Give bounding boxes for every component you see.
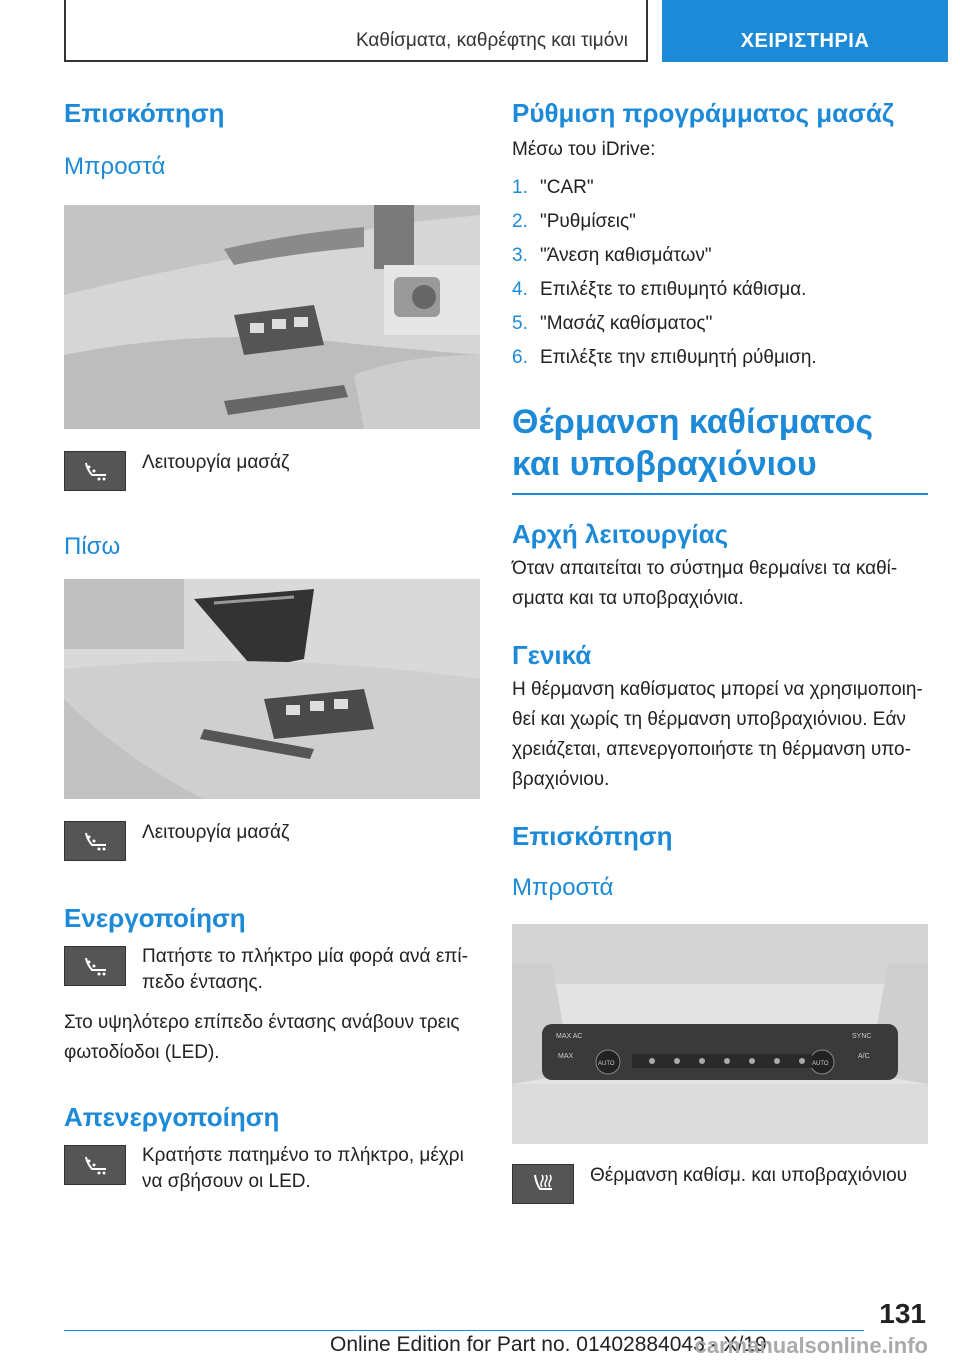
rear-caption: Λειτουργία μασάζ <box>142 822 290 843</box>
massage-button-icon <box>64 1145 126 1185</box>
list-item: 5. "Μασάζ καθίσματος" <box>512 313 713 334</box>
panel-label: AUTO <box>598 1061 615 1067</box>
footer-edition: Online Edition for Part no. 01402884043 - X/19 <box>330 1333 767 1356</box>
activate-step: Πατήστε το πλήκτρο μία φορά ανά επί-πεδο έντασης. <box>142 946 468 993</box>
heating-heading-block <box>512 401 928 495</box>
rear-caption-row <box>64 821 480 861</box>
front-caption: Λειτουργία μασάζ <box>142 452 290 473</box>
panel-label: MAX AC <box>556 1033 583 1040</box>
list-item: 1. "CAR" <box>512 177 594 198</box>
footer-divider <box>64 1330 864 1331</box>
section-tab[interactable]: ΧΕΙΡΙΣΤΗΡΙΑ <box>662 0 948 62</box>
left-column <box>64 90 480 1195</box>
watermark: carmanualsonline.info <box>694 1333 928 1358</box>
panel-label: AUTO <box>812 1061 829 1067</box>
overview-heading: Επισκόπηση <box>64 98 225 128</box>
front-door-illustration <box>64 205 480 429</box>
list-item: 6. Επιλέξτε την επιθυμητή ρύθμιση. <box>512 347 817 368</box>
massage-button-icon <box>64 821 126 861</box>
program-steps <box>512 171 928 375</box>
deactivate-step-row <box>64 1145 480 1195</box>
page-number: 131 <box>879 1298 926 1329</box>
massage-button-icon <box>64 946 126 986</box>
heating-caption: Θέρμανση καθίσμ. και υποβραχιόνιου <box>590 1165 908 1186</box>
list-item: 2. "Ρυθμίσεις" <box>512 211 636 232</box>
massage-button-icon <box>64 451 126 491</box>
via-idrive: Μέσω του iDrive: <box>512 139 656 160</box>
program-heading: Ρύθμιση προγράμματος μασάζ <box>512 98 894 128</box>
general-heading: Γενικά <box>512 640 592 670</box>
general-text: Η θέρμανση καθίσματος μπορεί να χρησιμοποιη-θεί και χωρίς τη θέρμανση υποβραχιόνιου. Εάν χρειάζεται, απενεργοποιήστε τη θέρμανση υπο-βραχιόνιου. <box>512 679 923 790</box>
list-item: 3. "Άνεση καθισμάτων" <box>512 245 712 266</box>
front-heading: Μπροστά <box>64 153 166 180</box>
front-heading: Μπροστά <box>512 874 614 901</box>
heating-caption-row <box>512 1164 928 1204</box>
climate-panel-illustration <box>512 924 928 1144</box>
deactivate-heading: Απενεργοποίηση <box>64 1102 280 1132</box>
activate-step-row <box>64 946 480 996</box>
activate-note: Στο υψηλότερο επίπεδο έντασης ανάβουν τρεις φωτοδίοδοι (LED). <box>64 1012 460 1063</box>
activate-heading: Ενεργοποίηση <box>64 903 246 933</box>
rear-door-massage-image <box>64 579 480 799</box>
right-column <box>512 90 928 1204</box>
rear-heading: Πίσω <box>64 533 121 560</box>
panel-label: SYNC <box>852 1033 872 1040</box>
principle-text: Όταν απαιτείται το σύστημα θερμαίνει τα καθί-σματα και τα υποβραχιόνια. <box>512 558 898 609</box>
front-caption-row <box>64 451 480 491</box>
list-item: 4. Επιλέξτε το επιθυμητό κάθισμα. <box>512 279 807 300</box>
chapter-title: Καθίσματα, καθρέφτης και τιμόνι <box>355 30 628 51</box>
front-door-massage-image <box>64 205 480 429</box>
panel-label: MAX <box>558 1053 574 1060</box>
seat-heating-icon <box>512 1164 574 1204</box>
climate-panel-image <box>512 924 928 1144</box>
rear-door-illustration <box>64 579 480 799</box>
deactivate-step: Κρατήστε πατημένο το πλήκτρο, μέχρι να σβήσουν οι LED. <box>142 1145 464 1192</box>
heating-heading: Θέρμανση καθίσματος και υποβραχιόνιου <box>512 403 874 483</box>
principle-heading: Αρχή λειτουργίας <box>512 519 729 549</box>
panel-label: A/C <box>858 1053 870 1060</box>
overview-heading: Επισκόπηση <box>512 821 673 851</box>
